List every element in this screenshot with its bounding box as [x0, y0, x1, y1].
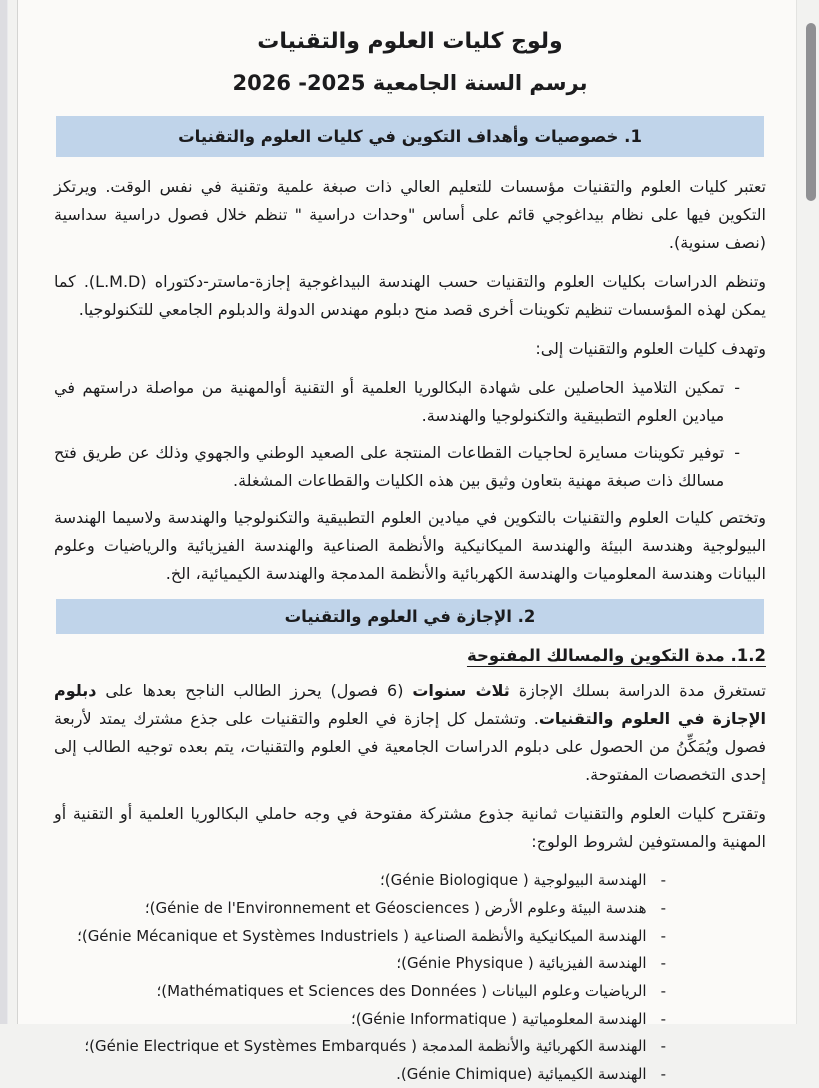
goals-list — [54, 374, 766, 495]
scrollbar-thumb[interactable] — [806, 23, 816, 201]
track-list-item — [54, 978, 766, 1005]
track-item-text: هندسة البيئة وعلوم الأرض ( Génie de l'Environnement et Géosciences)؛ — [144, 899, 647, 918]
dash-marker: - — [660, 954, 666, 973]
dash-marker: - — [660, 899, 666, 918]
track-item-text: الهندسة الفيزيائية ( Génie Physique)؛ — [396, 954, 647, 973]
section1-paragraph-4: وتختص كليات العلوم والتقنيات بالتكوين في ميادين العلوم التطبيقية والتكنولوجيا والهندسة ولاسيما الهندسة البيولوجية وهندسة البيئة والهندسة الميكانيكية والأنظمة الصناعية والهندسة الفيزيائية والرياضيات وعلوم البيانات وهندسة المعلوميات والهندسة الكهربائية والأنظمة المدمجة والهندسة الكيميائية، الخ. — [54, 508, 766, 584]
dash-marker: - — [660, 1065, 666, 1084]
photo-left-edge — [0, 0, 8, 1024]
track-item-text: الرياضيات وعلوم البيانات ( Mathématiques et Sciences des Données)؛ — [156, 982, 647, 1001]
track-list-item — [54, 923, 766, 950]
paragraph-segment: تستغرق مدة الدراسة بسلك الإجازة — [509, 681, 767, 701]
track-item-text: الهندسة الكهربائية والأنظمة المدمجة ( Génie Electrique et Systèmes Embarqués)؛ — [84, 1037, 647, 1056]
track-list-item — [54, 1061, 766, 1088]
paragraph-segment-bold: دبلوم الإجازة في العلوم والتقنيات — [54, 681, 766, 729]
paragraph-segment: (6 فصول) يحرز الطالب الناجح بعدها على — [96, 681, 413, 701]
track-list-item — [54, 1006, 766, 1033]
document-title-line1: ولوج كليات العلوم والتقنيات — [257, 29, 563, 54]
track-item-text: الهندسة البيولوجية ( Génie Biologique)؛ — [379, 871, 647, 890]
track-item-text: الهندسة المعلومياتية ( Génie Informatique)؛ — [350, 1009, 647, 1028]
dash-marker: - — [734, 378, 740, 398]
track-item-text: الهندسة الميكانيكية والأنظمة الصناعية ( Génie Mécanique et Systèmes Industriels)؛ — [77, 926, 647, 945]
section2-paragraph-2: وتقترح كليات العلوم والتقنيات ثمانية جذوع مشتركة مفتوحة في وجه حاملي البكالوريا العلمية أو التقنية أو المهنية والمستوفين لشروط الولوج: — [54, 804, 766, 852]
section1-paragraph-2: وتنظم الدراسات بكليات العلوم والتقنيات حسب الهندسة البيداغوجية إجازة-ماستر-دكتوراه (L.M.D). كما يمكن لهذه المؤسسات تنظيم تكوينات أخرى قصد منح دبلوم مهندس الدولة والدبلوم الجامعي للتكنولوجيا. — [54, 272, 767, 320]
paragraph-segment: . وتشتمل كل إجازة في العلوم والتقنيات على جذع مشترك يمتد لأربعة فصول ويُمَكِّنُ من الحصول على دبلوم الدراسات الجامعية في العلوم والتقنيات، يتم بعده توجيه الطالب إلى إحدى التخصصات المفتوحة. — [54, 709, 766, 785]
goals-list-item — [54, 439, 766, 495]
track-list-item — [54, 950, 766, 977]
subsection-title: 1.2. مدة التكوين والمسالك المفتوحة — [466, 646, 766, 666]
track-item-text: الهندسة الكيميائية (Génie Chimique). — [396, 1065, 647, 1084]
dash-marker: - — [734, 443, 740, 463]
paragraph-segment-bold: ثلاث سنوات — [412, 681, 510, 701]
track-list-item — [54, 867, 766, 894]
track-list-item — [54, 1033, 766, 1060]
goals-item-text: توفير تكوينات مسايرة لحاجيات القطاعات المنتجة على الصعيد الوطني والجهوي وذلك عن طريق فتح مسالك ذات صبغة مهنية بتعاون وثيق بين هذه الكليات والقطاعات المشغلة. — [54, 443, 725, 491]
section2-paragraph-1 — [54, 677, 766, 789]
dash-marker: - — [660, 926, 666, 945]
tracks-list — [54, 867, 766, 1088]
document-page — [18, 0, 796, 1084]
document-content — [54, 26, 766, 1088]
dash-marker: - — [660, 1009, 666, 1028]
section1-heading-band: 1. خصوصيات وأهداف التكوين في كليات العلوم والتقنيات — [56, 116, 764, 157]
section1-paragraph-1: تعتبر كليات العلوم والتقنيات مؤسسات للتعليم العالي ذات صبغة علمية وتقنية في نفس الوقت. ويرتكز التكوين فيها على نظام بيداغوجي قائم على أساس "وحدات دراسية " تنظم خلال فصول دراسية سداسية (نصف سنوية). — [54, 177, 766, 253]
dash-marker: - — [660, 1037, 666, 1056]
document-title-line2: برسم السنة الجامعية 2025- 2026 — [232, 70, 588, 95]
dash-marker: - — [660, 871, 666, 890]
section2-heading-band: 2. الإجازة في العلوم والتقنيات — [56, 599, 764, 634]
goals-item-text: تمكين التلاميذ الحاصلين على شهادة البكالوريا العلمية أو التقنية أوالمهنية من مواصلة دراستهم في ميادين العلوم التطبيقية والتكنولوجيا والهندسة. — [54, 378, 725, 426]
dash-marker: - — [660, 982, 666, 1001]
goals-list-item — [54, 374, 766, 430]
section1-paragraph-3: وتهدف كليات العلوم والتقنيات إلى: — [535, 339, 766, 359]
track-list-item — [54, 895, 766, 922]
